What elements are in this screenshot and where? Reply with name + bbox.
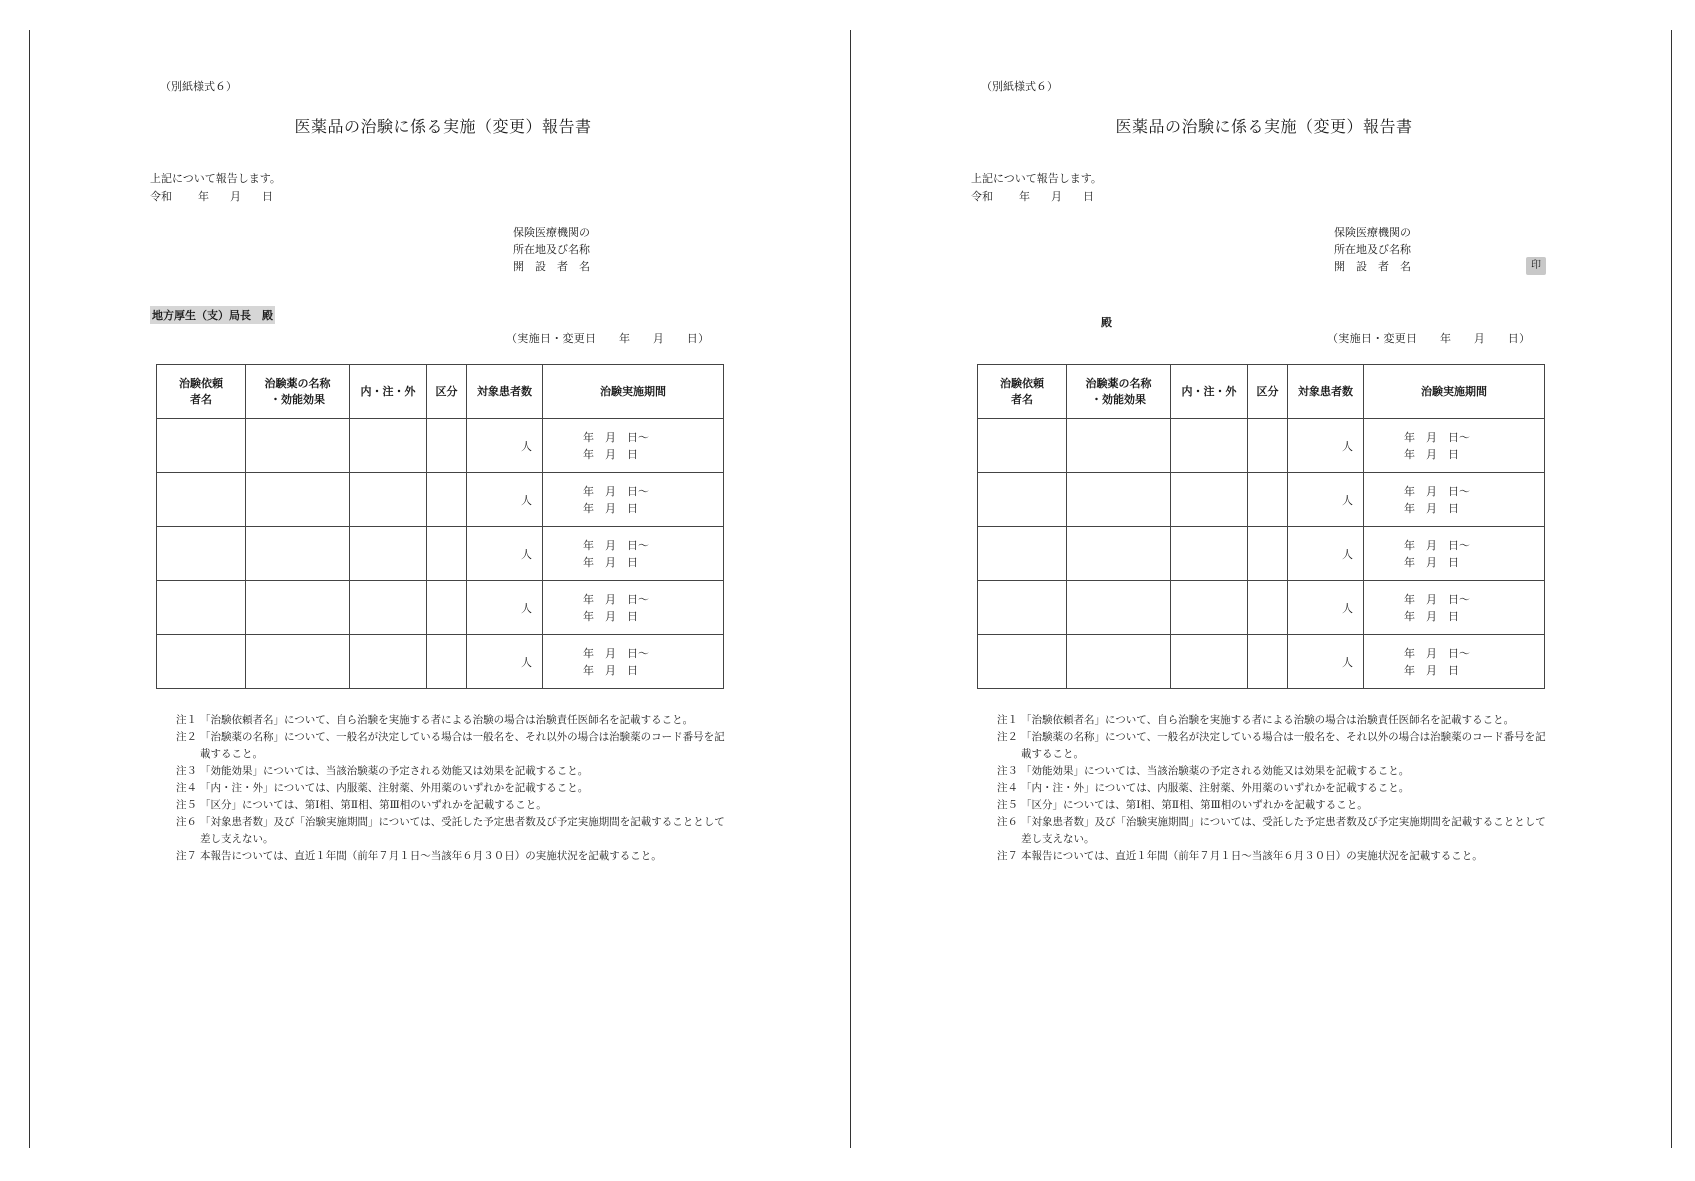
page-divider-center xyxy=(850,30,851,1148)
page-divider-left xyxy=(29,30,30,1148)
note-item xyxy=(997,814,1547,848)
note-label: 注１ xyxy=(997,714,1018,726)
institution-line-3: 開 設 者 名 xyxy=(513,260,590,273)
note-item xyxy=(176,729,726,763)
period-end: 年 月 日 xyxy=(583,663,638,677)
period-start: 年 月 日～ xyxy=(1404,592,1470,606)
note-label: 注５ xyxy=(997,799,1018,811)
addressee: 殿 xyxy=(1101,316,1112,329)
intro-line: 上記について報告します。 xyxy=(971,172,1102,185)
note-item xyxy=(176,712,726,729)
note-item xyxy=(997,729,1547,763)
institution-line-2: 所在地及び名称 xyxy=(1334,243,1411,256)
cell-sponsor[interactable] xyxy=(157,473,246,527)
note-item xyxy=(997,763,1547,780)
cell-period[interactable] xyxy=(543,581,724,635)
trial-table xyxy=(977,364,1545,689)
intro-line: 上記について報告します。 xyxy=(150,172,281,185)
cell-phase[interactable] xyxy=(1248,581,1288,635)
intro-block xyxy=(971,170,1102,206)
note-text: 「対象患者数」及び「治験実施期間」については、受託した予定患者数及び予定実施期間を記載することとして差し支えない。 xyxy=(1021,816,1546,845)
cell-phase[interactable] xyxy=(427,635,467,689)
report-page-left xyxy=(148,76,738,896)
cell-route[interactable] xyxy=(350,527,427,581)
note-item xyxy=(176,797,726,814)
period-start: 年 月 日～ xyxy=(583,538,649,552)
table-header-row xyxy=(157,365,724,419)
header-drug-name-label: 治験薬の名称 ・効能効果 xyxy=(264,376,331,406)
header-period: 治験実施期間 xyxy=(543,365,724,419)
period-end: 年 月 日 xyxy=(1404,663,1459,677)
cell-phase[interactable] xyxy=(427,527,467,581)
header-phase: 区分 xyxy=(427,365,467,419)
cell-route[interactable] xyxy=(1171,527,1248,581)
cell-patient-count[interactable]: 人 xyxy=(467,635,543,689)
period-start: 年 月 日～ xyxy=(583,592,649,606)
note-item xyxy=(176,848,726,865)
report-page-right xyxy=(969,76,1559,896)
note-item xyxy=(997,797,1547,814)
cell-patient-count[interactable]: 人 xyxy=(1288,473,1364,527)
seal-mark: 印 xyxy=(1526,257,1546,275)
period-end: 年 月 日 xyxy=(583,555,638,569)
note-text: 「効能効果」については、当該治験薬の予定される効能又は効果を記載すること。 xyxy=(1021,765,1410,777)
date-year: 年 xyxy=(198,190,209,203)
cell-period[interactable] xyxy=(1364,635,1545,689)
table-row xyxy=(157,527,724,581)
cell-route[interactable] xyxy=(350,419,427,473)
note-label: 注２ xyxy=(997,731,1018,743)
note-text: 「対象患者数」及び「治験実施期間」については、受託した予定患者数及び予定実施期間を記載することとして差し支えない。 xyxy=(200,816,725,845)
period-start: 年 月 日～ xyxy=(583,484,649,498)
addressee: 地方厚生（支）局長 殿 xyxy=(150,306,275,324)
cell-patient-count[interactable]: 人 xyxy=(1288,635,1364,689)
period-start: 年 月 日～ xyxy=(1404,484,1470,498)
institution-line-1: 保険医療機関の xyxy=(1334,226,1411,239)
header-period: 治験実施期間 xyxy=(1364,365,1545,419)
cell-period[interactable] xyxy=(1364,527,1545,581)
note-text: 「効能効果」については、当該治験薬の予定される効能又は効果を記載すること。 xyxy=(200,765,589,777)
note-label: 注３ xyxy=(997,765,1018,777)
cell-phase[interactable] xyxy=(1248,527,1288,581)
note-label: 注３ xyxy=(176,765,197,777)
note-item xyxy=(997,712,1547,729)
implementation-date: （実施日・変更日 年 月 日） xyxy=(1327,332,1531,345)
page-title: 医薬品の治験に係る実施（変更）報告書 xyxy=(1115,117,1413,136)
cell-period[interactable] xyxy=(1364,473,1545,527)
note-text: 「治験薬の名称」について、一般名が決定している場合は一般名を、それ以外の場合は治験薬のコード番号を記載すること。 xyxy=(1021,731,1546,760)
cell-drug-name[interactable] xyxy=(1067,419,1171,473)
note-text: 本報告については、直近１年間（前年７月１日～当該年６月３０日）の実施状況を記載すること。 xyxy=(200,850,662,862)
period-end: 年 月 日 xyxy=(1404,609,1459,623)
institution-block xyxy=(513,224,590,275)
note-label: 注２ xyxy=(176,731,197,743)
date-day: 日 xyxy=(262,190,273,203)
page-title: 医薬品の治験に係る実施（変更）報告書 xyxy=(294,117,592,136)
cell-period[interactable] xyxy=(1364,581,1545,635)
table-row xyxy=(978,527,1545,581)
notes-block xyxy=(176,712,726,865)
period-start: 年 月 日～ xyxy=(1404,538,1470,552)
intro-block xyxy=(150,170,281,206)
header-route: 内・注・外 xyxy=(350,365,427,419)
note-text: 「内・注・外」については、内服薬、注射薬、外用薬のいずれかを記載すること。 xyxy=(200,782,589,794)
cell-phase[interactable] xyxy=(427,419,467,473)
header-drug-name-label: 治験薬の名称 ・効能効果 xyxy=(1085,376,1152,406)
institution-block xyxy=(1334,224,1411,275)
period-end: 年 月 日 xyxy=(583,501,638,515)
report-date xyxy=(971,188,1102,206)
period-end: 年 月 日 xyxy=(1404,501,1459,515)
cell-sponsor[interactable] xyxy=(978,635,1067,689)
header-sponsor xyxy=(157,365,246,419)
cell-route[interactable] xyxy=(350,581,427,635)
cell-route[interactable] xyxy=(1171,419,1248,473)
cell-patient-count[interactable]: 人 xyxy=(1288,581,1364,635)
note-text: 「区分」については、第Ⅰ相、第Ⅱ相、第Ⅲ相のいずれかを記載すること。 xyxy=(200,799,547,811)
note-item xyxy=(176,814,726,848)
institution-line-2: 所在地及び名称 xyxy=(513,243,590,256)
table-row xyxy=(157,581,724,635)
period-start: 年 月 日～ xyxy=(1404,430,1470,444)
institution-line-1: 保険医療機関の xyxy=(513,226,590,239)
period-start: 年 月 日～ xyxy=(583,646,649,660)
date-month: 月 xyxy=(1051,190,1062,203)
cell-sponsor[interactable] xyxy=(978,473,1067,527)
cell-period[interactable] xyxy=(543,419,724,473)
table-row xyxy=(157,419,724,473)
table-row xyxy=(978,635,1545,689)
note-text: 本報告については、直近１年間（前年７月１日～当該年６月３０日）の実施状況を記載すること。 xyxy=(1021,850,1483,862)
cell-route[interactable] xyxy=(350,473,427,527)
cell-route[interactable] xyxy=(350,635,427,689)
cell-route[interactable] xyxy=(1171,581,1248,635)
note-item xyxy=(176,763,726,780)
note-text: 「治験依頼者名」について、自ら治験を実施する者による治験の場合は治験責任医師名を記載すること。 xyxy=(1021,714,1515,726)
cell-phase[interactable] xyxy=(1248,635,1288,689)
page-divider-right xyxy=(1671,30,1672,1148)
cell-drug-name[interactable] xyxy=(1067,473,1171,527)
date-month: 月 xyxy=(230,190,241,203)
cell-patient-count[interactable]: 人 xyxy=(467,581,543,635)
note-label: 注４ xyxy=(997,782,1018,794)
note-label: 注７ xyxy=(176,850,197,862)
period-end: 年 月 日 xyxy=(1404,447,1459,461)
table-row xyxy=(157,635,724,689)
cell-patient-count[interactable]: 人 xyxy=(1288,527,1364,581)
cell-drug-name[interactable] xyxy=(246,473,350,527)
cell-phase[interactable] xyxy=(1248,473,1288,527)
table-row xyxy=(978,419,1545,473)
cell-period[interactable] xyxy=(543,473,724,527)
report-date xyxy=(150,188,281,206)
cell-patient-count[interactable]: 人 xyxy=(467,419,543,473)
cell-route[interactable] xyxy=(1171,473,1248,527)
note-label: 注６ xyxy=(176,816,197,828)
form-number: （別紙様式６） xyxy=(160,80,237,93)
cell-sponsor[interactable] xyxy=(157,419,246,473)
cell-sponsor[interactable] xyxy=(978,527,1067,581)
cell-drug-name[interactable] xyxy=(246,635,350,689)
cell-patient-count[interactable]: 人 xyxy=(467,527,543,581)
table-row xyxy=(978,473,1545,527)
cell-drug-name[interactable] xyxy=(246,419,350,473)
header-sponsor-label: 治験依頼 者名 xyxy=(1000,376,1044,406)
institution-line-3: 開 設 者 名 xyxy=(1334,260,1411,273)
date-year: 年 xyxy=(1019,190,1030,203)
note-label: 注６ xyxy=(997,816,1018,828)
note-text: 「区分」については、第Ⅰ相、第Ⅱ相、第Ⅲ相のいずれかを記載すること。 xyxy=(1021,799,1368,811)
note-text: 「治験依頼者名」について、自ら治験を実施する者による治験の場合は治験責任医師名を記載すること。 xyxy=(200,714,694,726)
trial-table xyxy=(156,364,724,689)
note-label: 注７ xyxy=(997,850,1018,862)
cell-drug-name[interactable] xyxy=(246,581,350,635)
note-item xyxy=(997,848,1547,865)
cell-drug-name[interactable] xyxy=(246,527,350,581)
period-end: 年 月 日 xyxy=(583,447,638,461)
cell-period[interactable] xyxy=(543,527,724,581)
cell-period[interactable] xyxy=(1364,419,1545,473)
cell-phase[interactable] xyxy=(427,473,467,527)
header-route: 内・注・外 xyxy=(1171,365,1248,419)
header-drug-name xyxy=(1067,365,1171,419)
form-number: （別紙様式６） xyxy=(981,80,1058,93)
note-item xyxy=(176,780,726,797)
note-item xyxy=(997,780,1547,797)
note-text: 「治験薬の名称」について、一般名が決定している場合は一般名を、それ以外の場合は治験薬のコード番号を記載すること。 xyxy=(200,731,725,760)
cell-sponsor[interactable] xyxy=(978,581,1067,635)
header-sponsor xyxy=(978,365,1067,419)
date-era: 令和 xyxy=(150,190,172,203)
cell-route[interactable] xyxy=(1171,635,1248,689)
cell-patient-count[interactable]: 人 xyxy=(1288,419,1364,473)
cell-sponsor[interactable] xyxy=(157,635,246,689)
implementation-date: （実施日・変更日 年 月 日） xyxy=(506,332,710,345)
header-sponsor-label: 治験依頼 者名 xyxy=(179,376,223,406)
cell-sponsor[interactable] xyxy=(157,581,246,635)
date-day: 日 xyxy=(1083,190,1094,203)
note-label: 注１ xyxy=(176,714,197,726)
period-start: 年 月 日～ xyxy=(1404,646,1470,660)
header-patient-count: 対象患者数 xyxy=(1288,365,1364,419)
header-patient-count: 対象患者数 xyxy=(467,365,543,419)
period-end: 年 月 日 xyxy=(583,609,638,623)
header-drug-name xyxy=(246,365,350,419)
cell-drug-name[interactable] xyxy=(1067,527,1171,581)
period-start: 年 月 日～ xyxy=(583,430,649,444)
cell-sponsor[interactable] xyxy=(978,419,1067,473)
table-header-row xyxy=(978,365,1545,419)
period-end: 年 月 日 xyxy=(1404,555,1459,569)
notes-block xyxy=(997,712,1547,865)
note-label: 注４ xyxy=(176,782,197,794)
note-text: 「内・注・外」については、内服薬、注射薬、外用薬のいずれかを記載すること。 xyxy=(1021,782,1410,794)
date-era: 令和 xyxy=(971,190,993,203)
cell-period[interactable] xyxy=(543,635,724,689)
cell-drug-name[interactable] xyxy=(1067,581,1171,635)
cell-patient-count[interactable]: 人 xyxy=(467,473,543,527)
note-label: 注５ xyxy=(176,799,197,811)
cell-sponsor[interactable] xyxy=(157,527,246,581)
cell-phase[interactable] xyxy=(1248,419,1288,473)
cell-drug-name[interactable] xyxy=(1067,635,1171,689)
table-row xyxy=(157,473,724,527)
header-phase: 区分 xyxy=(1248,365,1288,419)
cell-phase[interactable] xyxy=(427,581,467,635)
table-row xyxy=(978,581,1545,635)
